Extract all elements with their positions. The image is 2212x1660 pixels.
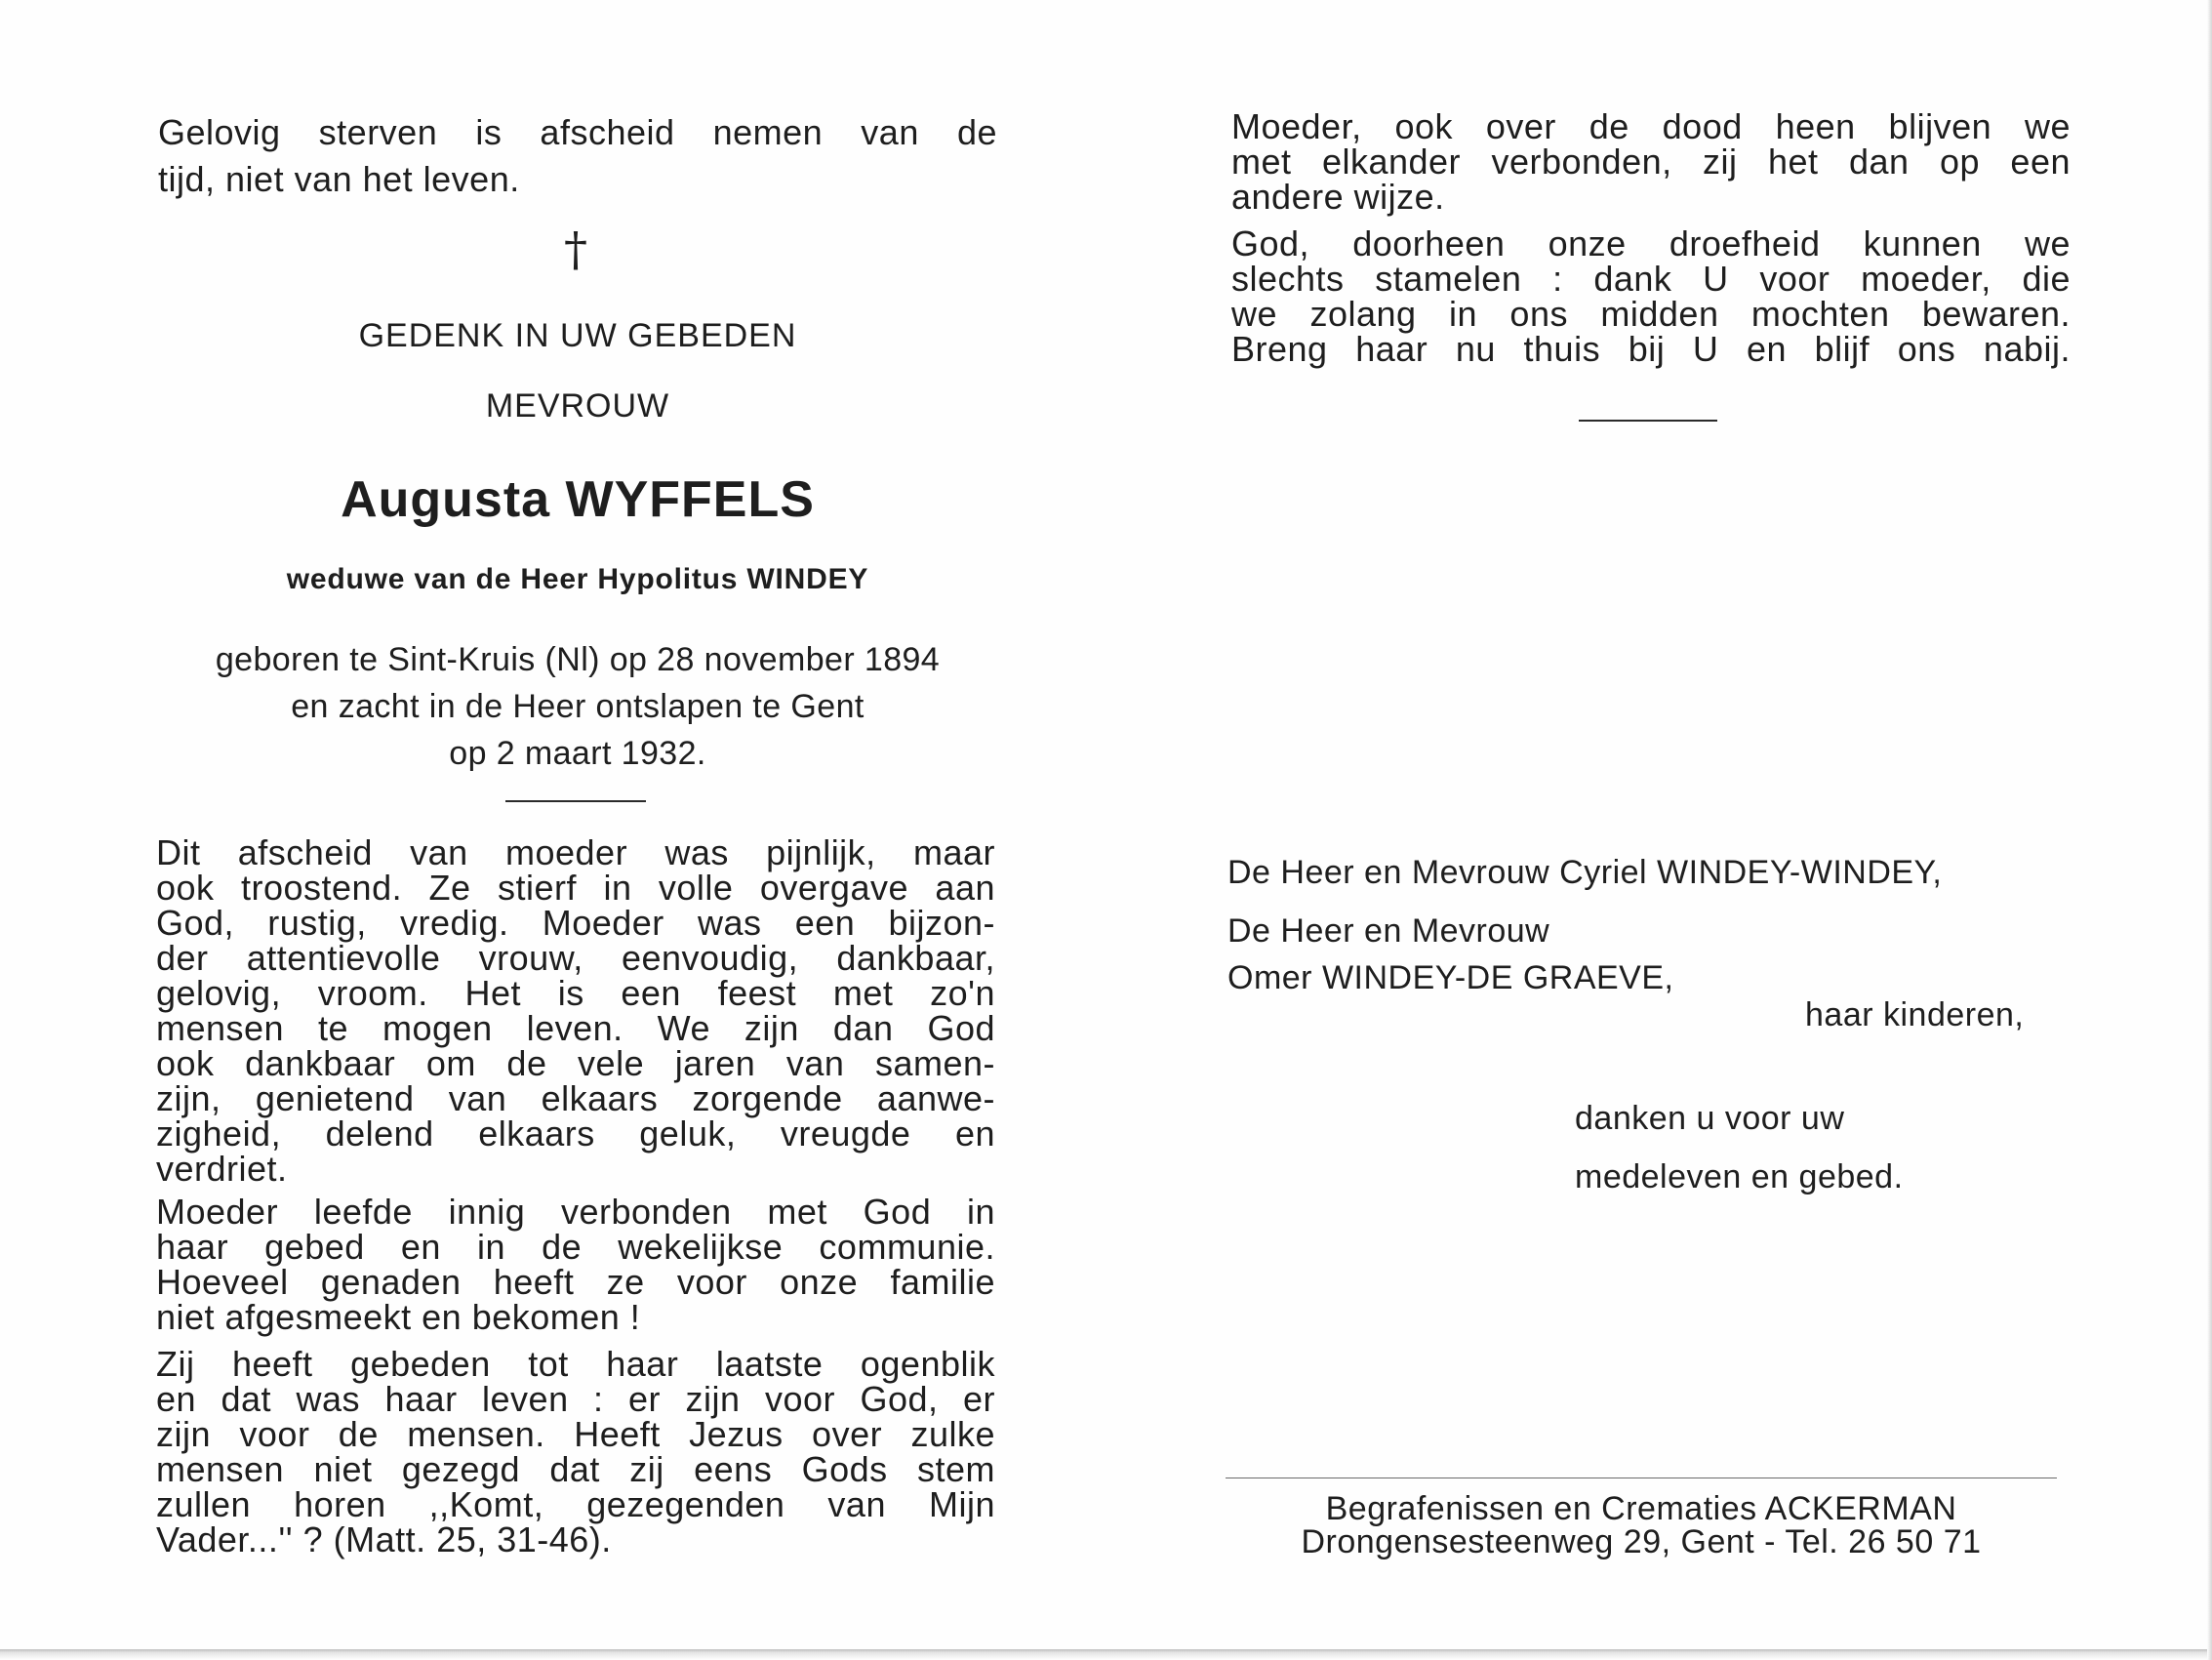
para2-line: niet afgesmeekt en bekomen !	[156, 1297, 641, 1337]
dates-line-3: op 2 maart 1932.	[449, 735, 706, 772]
paragraph-3	[156, 1344, 995, 1559]
gedenk-heading: GEDENK IN UW GEBEDEN	[358, 317, 797, 354]
paragraph-1	[156, 832, 995, 1189]
para1-line: gelovig, vroom. Het is een feest met zo'n	[156, 973, 995, 1013]
para1-line: mensen te mogen leven. We zijn dan God	[156, 1008, 995, 1048]
divider-right	[1579, 420, 1717, 422]
para1-line: ook dankbaar om de vele jaren van samen-	[156, 1043, 995, 1083]
para3-line: en dat was haar leven : er zijn voor God, er	[156, 1379, 995, 1419]
family-line-1: De Heer en Mevrouw Cyriel WINDEY-WINDEY,	[1227, 854, 1943, 891]
dates-line-2: en zacht in de Heer ontslapen te Gent	[291, 688, 865, 725]
card-right-edge	[2207, 0, 2212, 1660]
prayer2-line: God, doorheen onze droefheid kunnen we	[1231, 223, 2071, 263]
divider-left	[505, 800, 646, 802]
thanks-line-1: danken u voor uw	[1575, 1100, 1845, 1137]
para1-line: Dit afscheid van moeder was pijnlijk, maar	[156, 832, 995, 872]
para1-line: verdriet.	[156, 1149, 288, 1189]
family-line-2b: Omer WINDEY-DE GRAEVE,	[1227, 959, 1674, 996]
family-line-2a: De Heer en Mevrouw	[1227, 912, 1550, 950]
para1-line: ook troostend. Ze stierf in volle overgave aan	[156, 868, 995, 908]
mevrouw-heading: MEVROUW	[485, 387, 670, 425]
para2-line: haar gebed en in de wekelijkse communie.	[156, 1227, 995, 1267]
opening-quote	[158, 109, 997, 203]
prayer1-line: Moeder, ook over de dood heen blijven we	[1231, 106, 2071, 146]
prayer1-line: andere wijze.	[1231, 177, 1445, 217]
para3-line: zullen horen ,,Komt, gezegenden van Mijn	[156, 1484, 995, 1524]
para2-line: Hoeveel genaden heeft ze voor onze familie	[156, 1262, 995, 1302]
dates-line-1: geboren te Sint-Kruis (Nl) op 28 november 1894	[215, 641, 941, 678]
para3-line: mensen niet gezegd dat zij eens Gods stem	[156, 1449, 995, 1489]
prayer2-line: we zolang in ons midden mochten bewaren.	[1231, 294, 2071, 334]
para3-line: Vader...'' ? (Matt. 25, 31-46).	[156, 1519, 612, 1559]
undertaker-name: Begrafenissen en Crematies ACKERMAN	[1325, 1490, 1957, 1527]
prayer-paragraph-1	[1231, 106, 2071, 217]
para3-line: zijn voor de mensen. Heeft Jezus over zulke	[156, 1414, 995, 1454]
para1-line: zijn, genietend van elkaars zorgende aanwe-	[156, 1078, 995, 1118]
prayer-paragraph-2	[1231, 223, 2071, 369]
quote-line-2: tijd, niet van het leven.	[158, 159, 520, 199]
quote-line-1: Gelovig sterven is afscheid nemen van de	[158, 112, 997, 152]
prayer2-line: slechts stamelen : dank U voor moeder, die	[1231, 259, 2071, 299]
para1-line: God, rustig, vredig. Moeder was een bijzon-	[156, 903, 995, 943]
undertaker-address: Drongensesteenweg 29, Gent - Tel. 26 50 71	[1301, 1523, 1982, 1560]
children-label: haar kinderen,	[1805, 996, 2025, 1033]
prayer1-line: met elkander verbonden, zij het dan op een	[1231, 142, 2071, 182]
para3-line: Zij heeft gebeden tot haar laatste ogenblik	[156, 1344, 995, 1384]
widow-line: weduwe van de Heer Hypolitus WINDEY	[286, 563, 869, 595]
deceased-name: Augusta WYFFELS	[341, 471, 815, 528]
cross-icon: †	[564, 223, 587, 277]
birth-death-dates	[158, 636, 997, 777]
prayer2-line: Breng haar nu thuis bij U en blijf ons nabij.	[1231, 329, 2071, 369]
para1-line: zigheid, delend elkaars geluk, vreugde en	[156, 1113, 995, 1154]
para2-line: Moeder leefde innig verbonden met God in	[156, 1192, 995, 1232]
card-bottom-edge	[0, 1649, 2212, 1660]
thanks-line-2: medeleven en gebed.	[1575, 1158, 1904, 1195]
paragraph-2	[156, 1194, 995, 1335]
para1-line: der attentievolle vrouw, eenvoudig, dankbaar,	[156, 938, 995, 978]
